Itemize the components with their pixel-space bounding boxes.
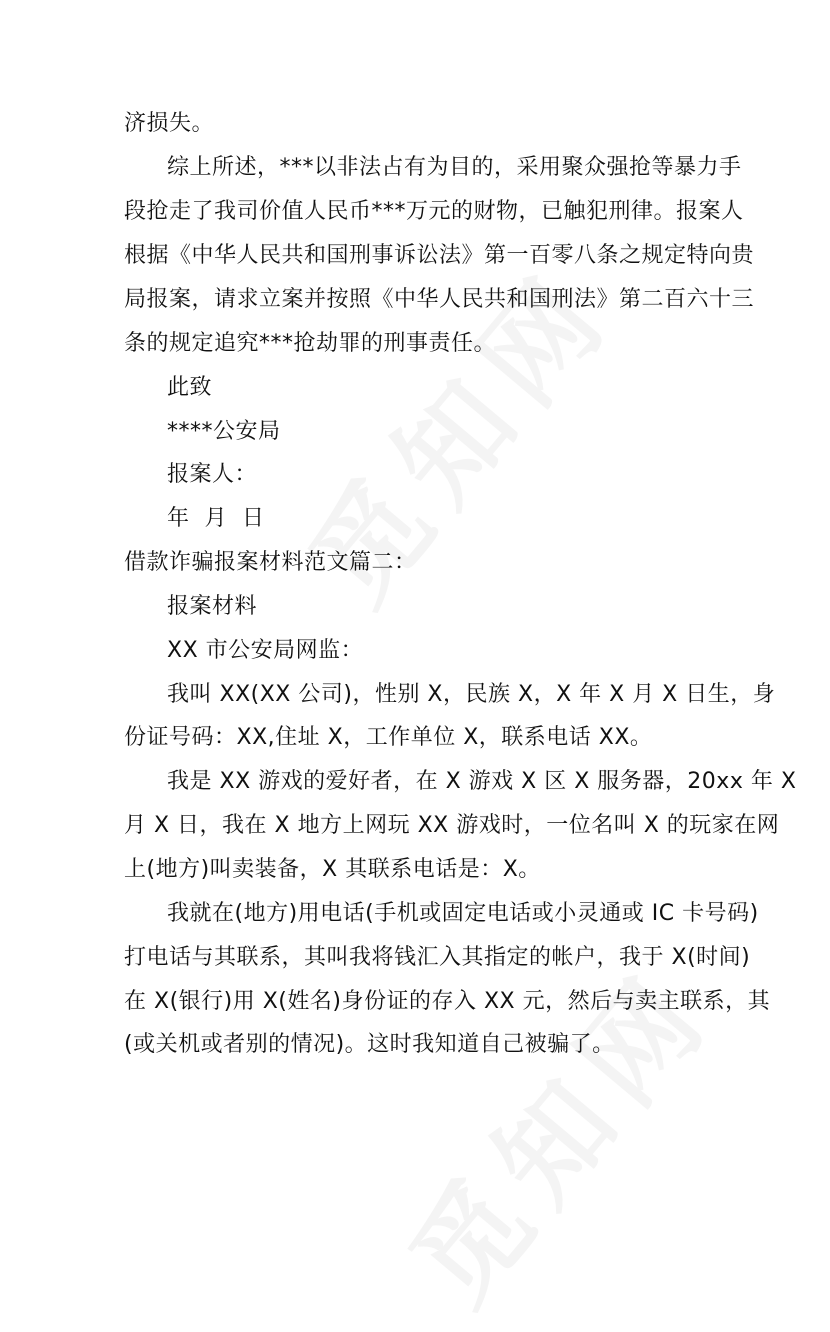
closing-line: 此致 — [167, 375, 213, 400]
addressee-line: ****公安局 — [167, 419, 281, 444]
paragraph-line: 根据《中华人民共和国刑事诉讼法》第一百零八条之规定特向贵 — [124, 243, 755, 268]
paragraph-line: (或关机或者别的情况)。这时我知道自己被骗了。 — [124, 1032, 615, 1057]
paragraph-line: 我是 XX 游戏的爱好者，在 X 游戏 X 区 X 服务器，20xx 年 X — [167, 769, 797, 794]
paragraph-line: 段抢走了我司价值人民币***万元的财物，已触犯刑律。报案人 — [124, 199, 744, 224]
addressee-line: XX 市公安局网监： — [167, 638, 364, 663]
paragraph-line: 份证号码：XX,住址 X，工作单位 X，联系电话 XX。 — [124, 725, 653, 750]
paragraph-line: 我叫 XX(XX 公司)，性别 X，民族 X，X 年 X 月 X 日生，身 — [167, 682, 776, 707]
date-line: 年 月 日 — [167, 506, 265, 531]
paragraph-line: 综上所述，***以非法占有为目的，采用聚众强抢等暴力手 — [167, 155, 742, 180]
paragraph-line: 月 X 日，我在 X 地方上网玩 XX 游戏时，一位名叫 X 的玩家在网 — [124, 813, 780, 838]
paragraph-line: 在 X(银行)用 X(姓名)身份证的存入 XX 元，然后与卖主联系，其 — [124, 989, 771, 1014]
reporter-line: 报案人： — [167, 462, 258, 487]
paragraph-line: 我就在(地方)用电话(手机或固定电话或小灵通或 IC 卡号码) — [167, 901, 759, 926]
paragraph-line: 打电话与其联系，其叫我将钱汇入其指定的帐户，我于 X(时间) — [124, 945, 751, 970]
section-heading: 借款诈骗报案材料范文篇二： — [124, 550, 417, 575]
document-title: 报案材料 — [167, 594, 258, 619]
paragraph-line: 济损失。 — [124, 111, 215, 136]
paragraph-line: 上(地方)叫卖装备，X 其联系电话是：X。 — [124, 857, 541, 882]
paragraph-line: 条的规定追究***抢劫罪的刑事责任。 — [124, 331, 497, 356]
paragraph-line: 局报案，请求立案并按照《中华人民共和国刑法》第二百六十三 — [124, 287, 755, 312]
